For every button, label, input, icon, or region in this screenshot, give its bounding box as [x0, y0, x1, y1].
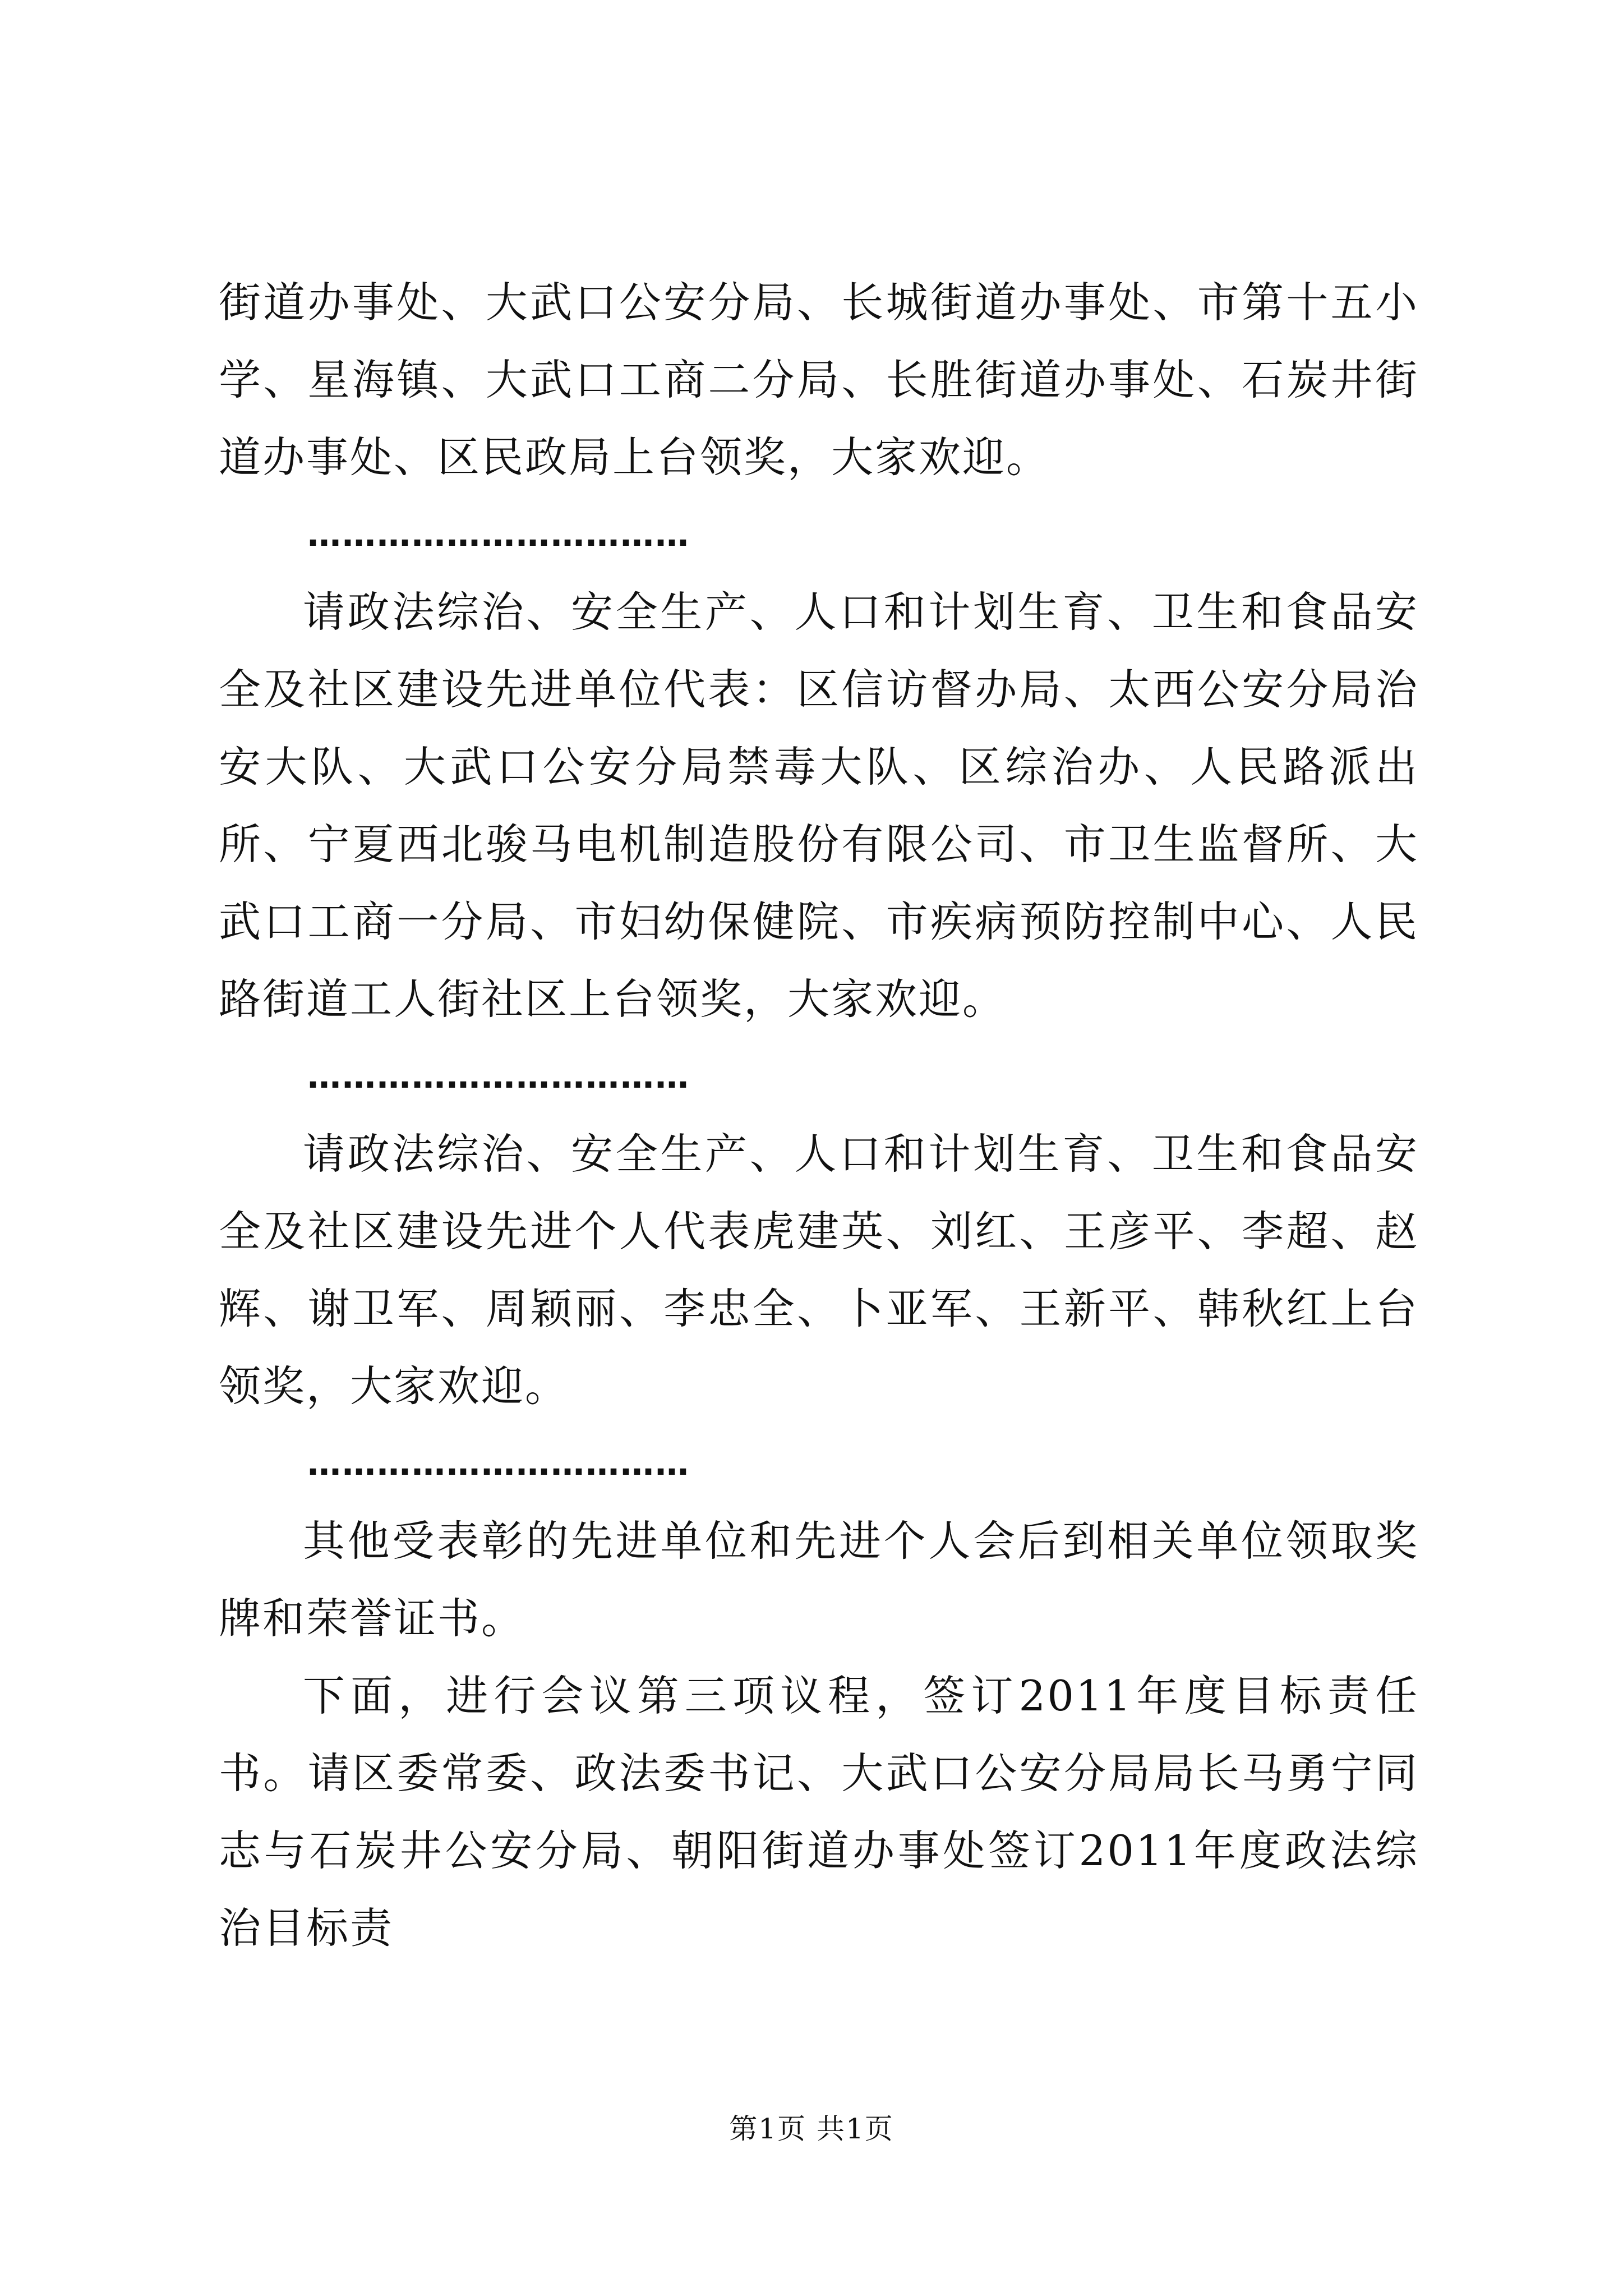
ellipsis-separator: ……………………………: [307, 1444, 690, 1483]
document-body: [219, 264, 1419, 1967]
paragraph-advanced-individuals: 请政法综治、安全生产、人口和计划生育、卫生和食品安全及社区建设先进个人代表虎建英、刘红、王彦平、李超、赵辉、谢卫军、周颖丽、李忠全、卜亚军、王新平、韩秋红上台领奖，大家欢迎。: [219, 1129, 1419, 1411]
paragraph-award-units-continued: 街道办事处、大武口公安分局、长城街道办事处、市第十五小学、星海镇、大武口工商二分局、长胜街道办事处、石炭井街道办事处、区民政局上台领奖，大家欢迎。: [219, 278, 1419, 482]
ellipsis-separator: ……………………………: [307, 515, 690, 554]
paragraph-other-awardees: 其他受表彰的先进单位和先进个人会后到相关单位领取奖牌和荣誉证书。: [219, 1516, 1419, 1643]
page-footer: 第1页 共1页: [729, 2113, 894, 2145]
paragraph-third-agenda-item: 下面，进行会议第三项议程，签订2011年度目标责任书。请区委常委、政法委书记、大武口公安分局局长马勇宁同志与石炭井公安分局、朝阳街道办事处签订2011年度政法综治目标责: [219, 1671, 1419, 1953]
paragraph-advanced-units: 请政法综治、安全生产、人口和计划生育、卫生和食品安全及社区建设先进单位代表：区信访督办局、太西公安分局治安大队、大武口公安分局禁毒大队、区综治办、人民路派出所、宁夏西北骏马电机制造股份有限公司、市卫生监督所、大武口工商一分局、市妇幼保健院、市疾病预防控制中心、人民路街道工人街社区上台领奖，大家欢迎。: [219, 587, 1419, 1024]
ellipsis-separator: ……………………………: [307, 1057, 690, 1096]
